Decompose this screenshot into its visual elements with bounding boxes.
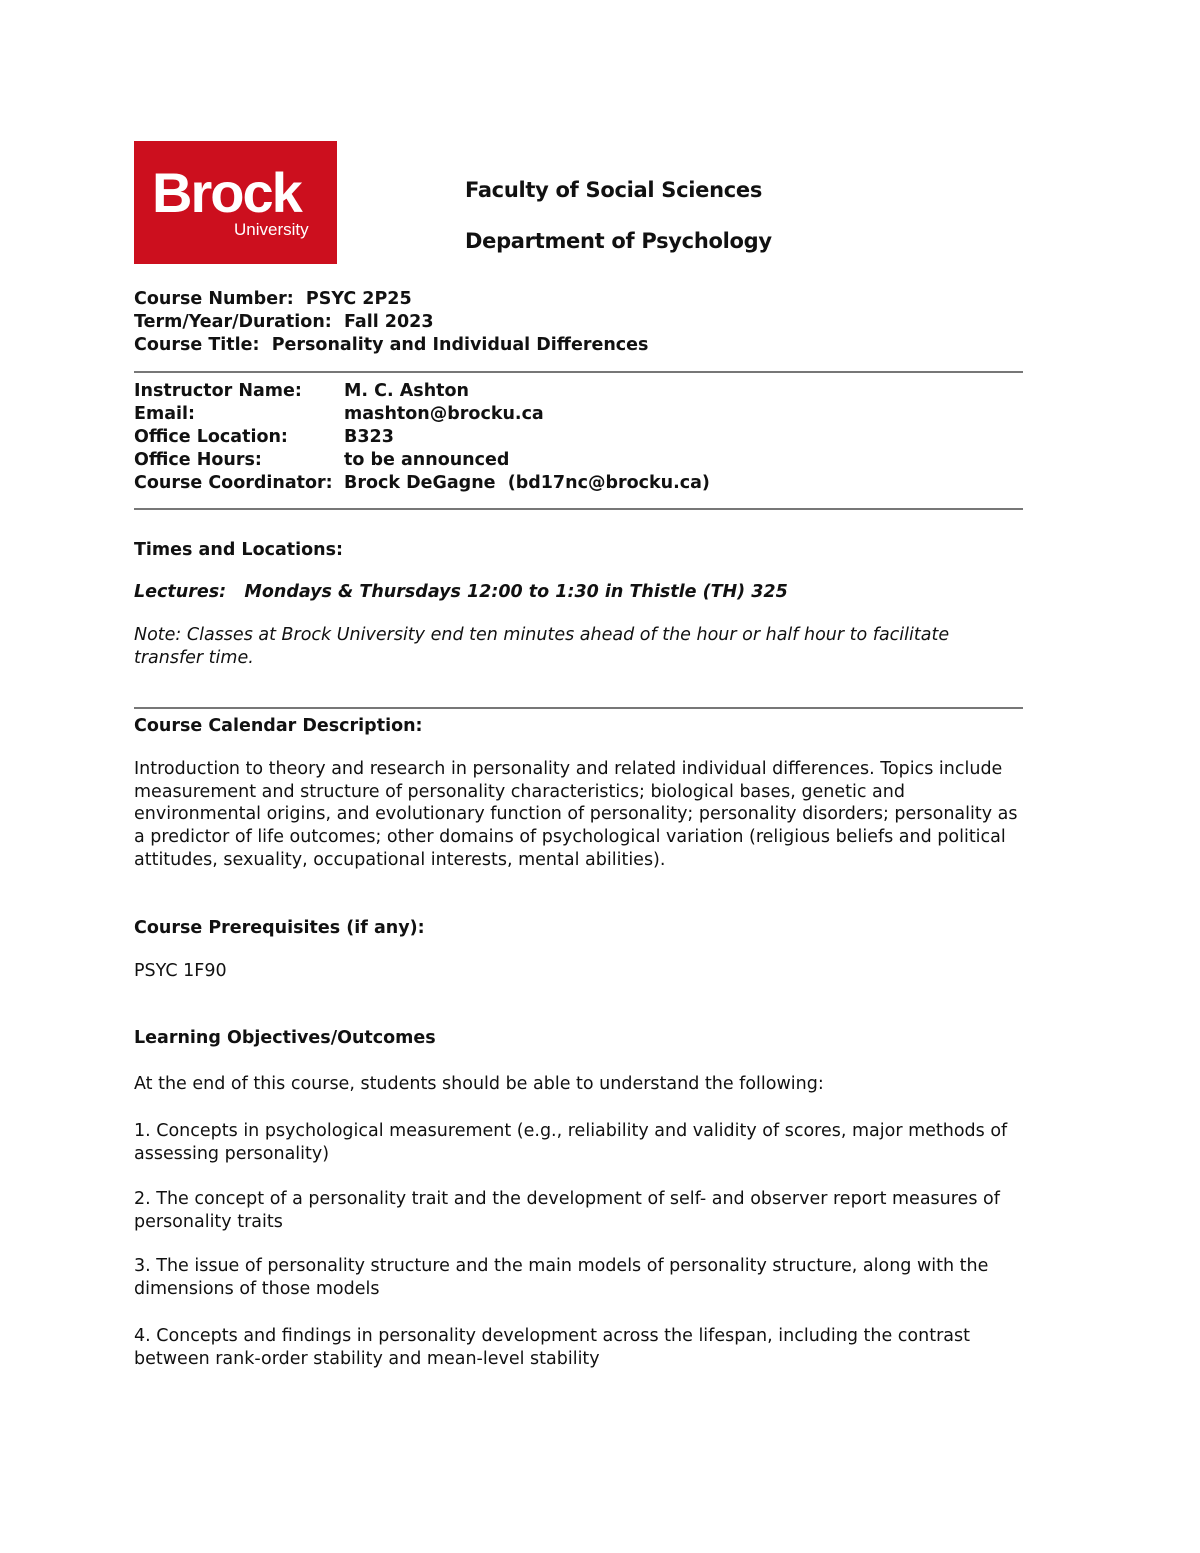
brock-university-logo xyxy=(134,141,337,264)
office-label: Office Location: xyxy=(134,427,288,447)
objectives-intro: At the end of this course, students should be able to understand the following: xyxy=(134,1074,824,1094)
office-location: B323 xyxy=(344,427,394,447)
department-title: Department of Psychology xyxy=(465,229,772,253)
lectures-schedule: Mondays & Thursdays 12:00 to 1:30 in Thistle (TH) 325 xyxy=(244,582,788,602)
lectures-label: Lectures: xyxy=(134,582,227,602)
instructor-info xyxy=(134,380,710,495)
course-term-row xyxy=(134,311,648,334)
objective-item: 2. The concept of a personality trait and the development of self- and observer report measures of personality traits xyxy=(134,1189,1000,1232)
coordinator-label: Course Coordinator: xyxy=(134,473,333,493)
course-number-row xyxy=(134,288,648,311)
course-info xyxy=(134,288,648,357)
divider-3 xyxy=(134,707,1023,709)
calendar-heading: Course Calendar Description: xyxy=(134,716,423,736)
faculty-title: Faculty of Social Sciences xyxy=(465,178,763,202)
instructor-name-label: Instructor Name: xyxy=(134,381,302,401)
course-term: Fall 2023 xyxy=(343,312,434,332)
course-number-label: Course Number: xyxy=(134,289,294,309)
course-title-row xyxy=(134,334,648,357)
objective-item: 3. The issue of personality structure and the main models of personality structure, along with the dimensions of those models xyxy=(134,1256,989,1299)
office-row xyxy=(134,426,710,449)
course-title-label: Course Title: xyxy=(134,335,260,355)
objective-item: 4. Concepts and findings in personality development across the lifespan, including the contrast between rank-order stability and mean-level stability xyxy=(134,1326,970,1369)
coordinator: Brock DeGagne (bd17nc@brocku.ca) xyxy=(344,473,710,493)
office-hours: to be announced xyxy=(344,450,510,470)
logo-subtitle: University xyxy=(234,220,309,239)
objective-item: 1. Concepts in psychological measurement (e.g., reliability and validity of scores, major methods of assessing personality) xyxy=(134,1121,1008,1164)
prereq-text: PSYC 1F90 xyxy=(134,961,227,981)
calendar-description: Introduction to theory and research in personality and related individual differences. Topics include measurement and structure of personality characteristics; biological bases, genetic and environmental origins, and evolutionary function of personality; personality disorders; personality as a predictor of life outcomes; other domains of psychological variation (religious beliefs and political attitudes, sexuality, occupational interests, mental abilities). xyxy=(134,759,1018,870)
course-number: PSYC 2P25 xyxy=(305,289,412,309)
course-title: Personality and Individual Differences xyxy=(271,335,649,355)
instructor-name: M. C. Ashton xyxy=(344,381,470,401)
divider-1 xyxy=(134,371,1023,373)
logo-wordmark: Brock xyxy=(152,161,301,224)
email-row xyxy=(134,403,710,426)
course-term-label: Term/Year/Duration: xyxy=(134,312,332,332)
email-link[interactable]: mashton@brocku.ca xyxy=(344,404,544,424)
transfer-note: Note: Classes at Brock University end ten minutes ahead of the hour or half hour to facilitate transfer time. xyxy=(134,625,950,668)
coordinator-row xyxy=(134,472,710,495)
times-heading: Times and Locations: xyxy=(134,540,344,560)
lectures-line xyxy=(134,582,788,602)
hours-row xyxy=(134,449,710,472)
divider-2 xyxy=(134,508,1023,510)
instructor-name-row xyxy=(134,380,710,403)
email-label: Email: xyxy=(134,404,195,424)
hours-label: Office Hours: xyxy=(134,450,262,470)
objectives-heading: Learning Objectives/Outcomes xyxy=(134,1028,436,1048)
prereq-heading: Course Prerequisites (if any): xyxy=(134,918,425,938)
